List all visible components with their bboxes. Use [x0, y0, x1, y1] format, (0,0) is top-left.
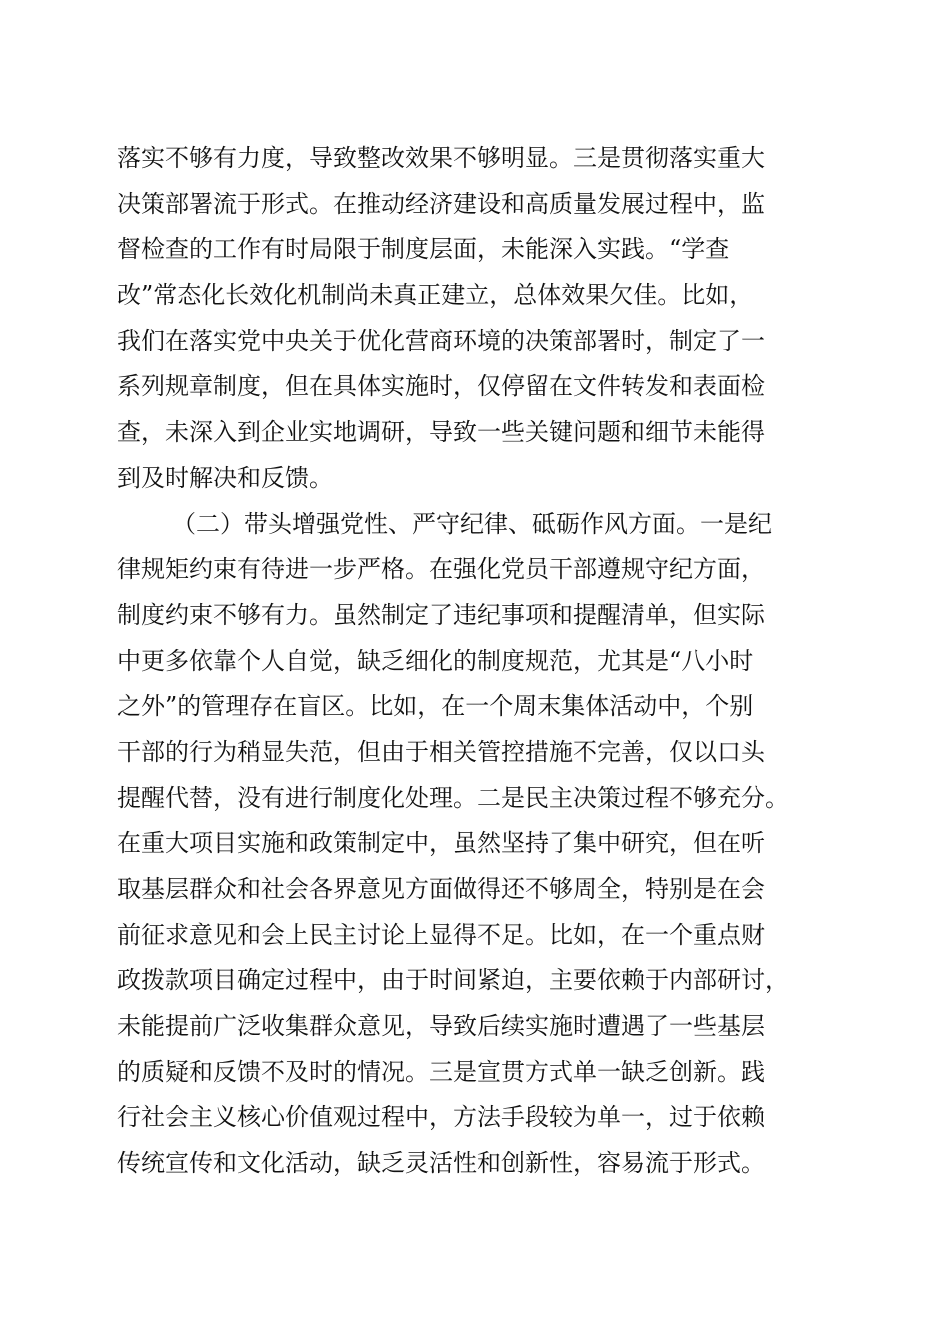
text-line: 取基层群众和社会各界意见方面做得还不够周全，特别是在会 — [117, 875, 765, 903]
text-line: 提醒代替，没有进行制度化处理。二是民主决策过程不够充分。 — [117, 783, 789, 812]
text-line: 督检查的工作有时局限于制度层面，未能深入实践。“学查 — [117, 235, 730, 264]
text-line: 中更多依靠个人自觉，缺乏细化的制度规范，尤其是“八小时 — [117, 646, 754, 675]
text-line: 传统宣传和文化活动，缺乏灵活性和创新性，容易流于形式。 — [117, 1149, 765, 1178]
body-text — [117, 136, 837, 1187]
text-line: 政拨款项目确定过程中，由于时间紧迫，主要依赖于内部研讨， — [117, 966, 789, 995]
text-line: 查，未深入到企业实地调研，导致一些关键问题和细节未能得 — [117, 418, 765, 447]
text-line: 前征求意见和会上民主讨论上显得不足。比如，在一个重点财 — [117, 920, 765, 949]
text-line: 律规矩约束有待进一步严格。在强化党员干部遵规守纪方面， — [117, 555, 765, 584]
text-line: 到及时解决和反馈。 — [117, 463, 333, 492]
text-line: 在重大项目实施和政策制定中，虽然坚持了集中研究，但在听 — [117, 829, 765, 858]
text-line: 的质疑和反馈不及时的情况。三是宣贯方式单一缺乏创新。践 — [117, 1057, 765, 1086]
text-line: 干部的行为稍显失范，但由于相关管控措施不完善，仅以口头 — [117, 737, 765, 766]
text-line: 我们在落实党中央关于优化营商环境的决策部署时，制定了一 — [117, 326, 765, 355]
section-heading-line: （二）带头增强党性、严守纪律、砥砺作风方面。一是纪 — [172, 509, 772, 538]
text-line: 制度约束不够有力。虽然制定了违纪事项和提醒清单，但实际 — [117, 600, 765, 629]
text-line: 行社会主义核心价值观过程中，方法手段较为单一，过于依赖 — [117, 1103, 765, 1132]
text-line: 决策部署流于形式。在推动经济建设和高质量发展过程中，监 — [117, 189, 765, 218]
text-line: 系列规章制度，但在具体实施时，仅停留在文件转发和表面检 — [117, 372, 765, 401]
text-line: 之外”的管理存在盲区。比如，在一个周末集体活动中，个别 — [117, 692, 754, 721]
text-line: 未能提前广泛收集群众意见，导致后续实施时遭遇了一些基层 — [117, 1012, 765, 1041]
text-line: 改”常态化长效化机制尚未真正建立，总体效果欠佳。比如， — [117, 281, 754, 310]
text-line: 落实不够有力度，导致整改效果不够明显。三是贯彻落实重大 — [117, 144, 765, 172]
